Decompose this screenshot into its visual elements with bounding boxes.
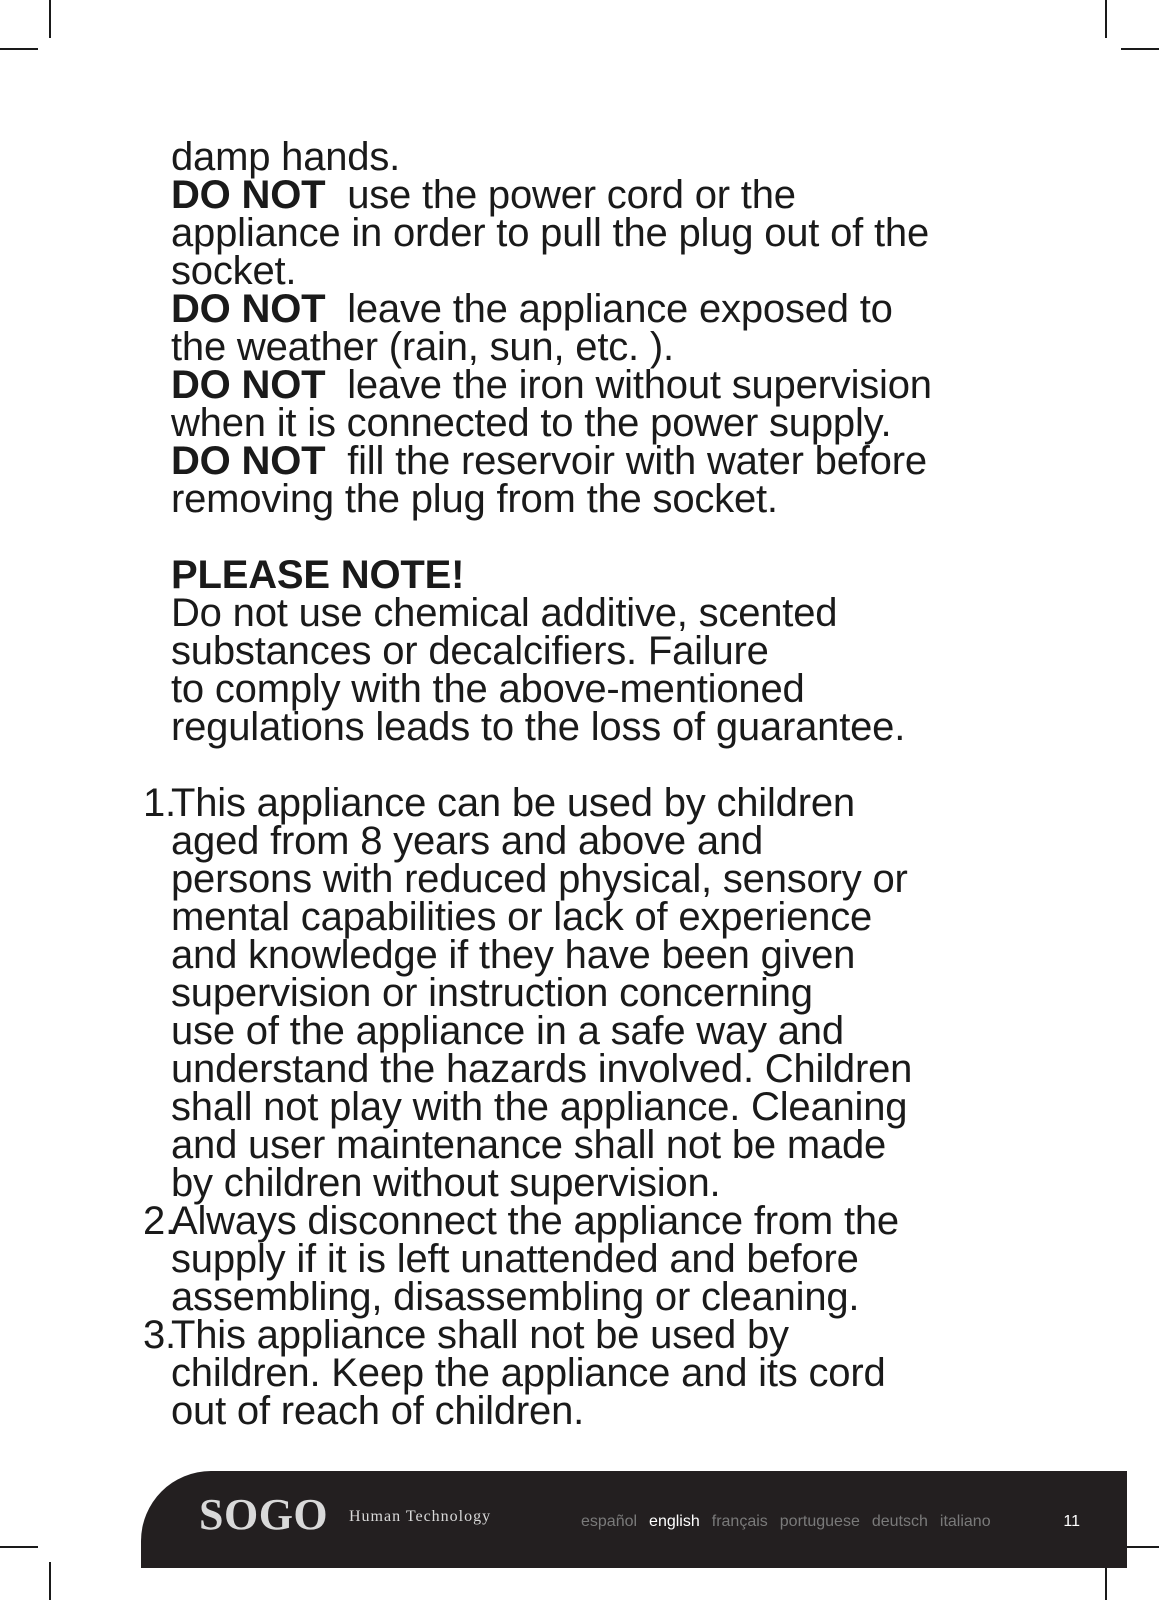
- language-link-deutsch[interactable]: deutsch: [871, 1513, 928, 1530]
- language-link-english[interactable]: english: [649, 1513, 700, 1530]
- text-line: out of reach of children.: [171, 1389, 585, 1433]
- warning-text: leave the iron without supervision: [347, 363, 932, 407]
- item-text: This appliance can be used by children: [171, 781, 855, 825]
- crop-mark: [49, 0, 51, 38]
- item-number: 2.: [143, 1199, 176, 1243]
- text-line: substances or decalcifiers. Failure: [171, 629, 769, 673]
- text-line: [143, 781, 1043, 825]
- crop-mark: [1121, 48, 1159, 50]
- language-link-francais[interactable]: français: [711, 1513, 768, 1530]
- text-line: assembling, disassembling or cleaning.: [171, 1275, 860, 1319]
- text-line: and user maintenance shall not be made: [171, 1123, 887, 1167]
- item-text: Always disconnect the appliance from the: [171, 1199, 899, 1243]
- warning-lead: DO NOT: [171, 287, 326, 331]
- text-line: the weather (rain, sun, etc. ).: [171, 325, 674, 369]
- warning-lead: DO NOT: [171, 363, 326, 407]
- list-item: [143, 1313, 1043, 1433]
- warning-text: use the power cord or the: [347, 173, 796, 217]
- warning-text: leave the appliance exposed to: [347, 287, 893, 331]
- text-line: removing the plug from the socket.: [171, 477, 778, 521]
- text-line: children. Keep the appliance and its cord: [171, 1351, 886, 1395]
- warning-line: [171, 173, 1043, 217]
- text-line: damp hands.: [171, 135, 401, 179]
- text-line: when it is connected to the power supply.: [171, 401, 892, 445]
- text-line: Do not use chemical additive, scented: [171, 591, 838, 635]
- manual-text: [143, 135, 1043, 1433]
- page-number: 11: [1063, 1513, 1080, 1530]
- footer-bar: [141, 1471, 1127, 1568]
- text-line: understand the hazards involved. Children: [171, 1047, 913, 1091]
- crop-mark: [0, 48, 38, 50]
- brand-tagline: Human Technology: [349, 1508, 492, 1525]
- warning-line: [171, 439, 1043, 483]
- crop-mark: [1105, 0, 1107, 38]
- warning-text: fill the reservoir with water before: [347, 439, 927, 483]
- language-link-italiano[interactable]: italiano: [939, 1513, 991, 1530]
- text-line: aged from 8 years and above and: [171, 819, 763, 863]
- item-text: This appliance shall not be used by: [171, 1313, 789, 1357]
- text-line: supervision or instruction concerning: [171, 971, 813, 1015]
- text-line: and knowledge if they have been given: [171, 933, 856, 977]
- safety-warnings: [143, 135, 1043, 784]
- note-heading: PLEASE NOTE!: [171, 553, 465, 597]
- text-line: mental capabilities or lack of experience: [171, 895, 873, 939]
- text-line: regulations leads to the loss of guarantee.: [171, 705, 906, 749]
- item-number: 1.: [143, 781, 176, 825]
- list-item: [143, 781, 1043, 1205]
- crop-mark: [49, 1562, 51, 1600]
- text-line: use of the appliance in a safe way and: [171, 1009, 844, 1053]
- text-line: socket.: [171, 249, 297, 293]
- warning-line: [171, 287, 1043, 331]
- language-link-portuguese[interactable]: portuguese: [779, 1513, 860, 1530]
- text-line: [143, 1199, 1043, 1243]
- text-line: appliance in order to pull the plug out of the: [171, 211, 930, 255]
- text-line: [143, 1313, 1043, 1357]
- numbered-list: [143, 781, 1043, 1433]
- language-link-espanol[interactable]: español: [581, 1513, 638, 1530]
- item-number: 3.: [143, 1313, 176, 1357]
- crop-mark: [0, 1546, 38, 1548]
- text-line: shall not play with the appliance. Cleaning: [171, 1085, 908, 1129]
- list-item: [143, 1199, 1043, 1319]
- warning-lead: DO NOT: [171, 173, 326, 217]
- text-line: by children without supervision.: [171, 1161, 721, 1205]
- text-line: persons with reduced physical, sensory or: [171, 857, 908, 901]
- warning-lead: DO NOT: [171, 439, 326, 483]
- text-line: to comply with the above-mentioned: [171, 667, 805, 711]
- language-selector: [581, 1513, 1003, 1531]
- warning-line: [171, 363, 1043, 407]
- brand-logo: SOGO: [199, 1490, 329, 1539]
- text-line: supply if it is left unattended and before: [171, 1237, 859, 1281]
